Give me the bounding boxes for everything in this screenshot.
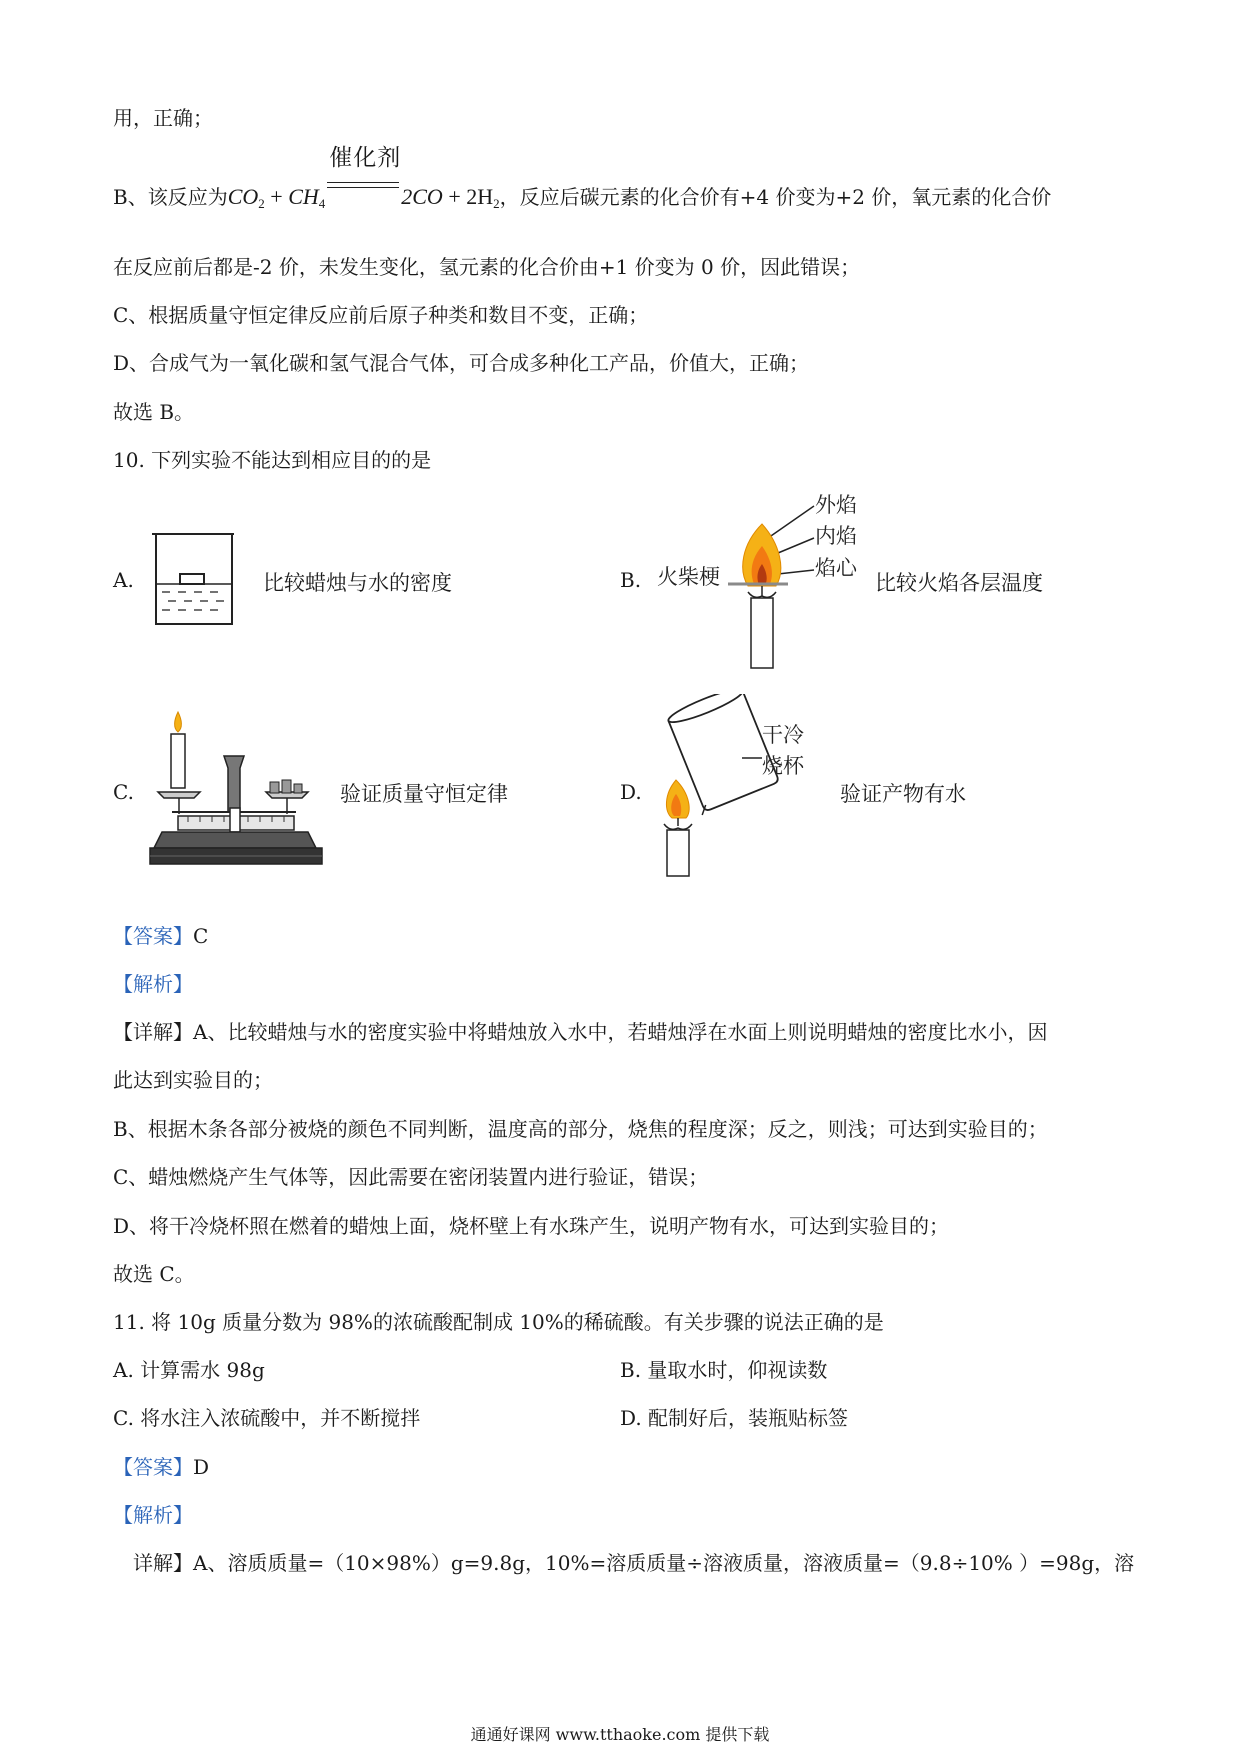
answer-line [113,922,208,950]
detail-text: A、比较蜡烛与水的密度实验中将蜡烛放入水中，若蜡烛浮在水面上则说明蜡烛的密度比水小，因 [193,1020,1048,1044]
text-prefix: B、该反应为 [113,185,228,209]
dry-cold-label: 干冷 [762,723,804,747]
formula-2co: 2CO [401,184,443,209]
option-a-description: 比较蜡烛与水的密度 [263,571,452,595]
analysis-tag: 【解析】 [113,1503,193,1527]
balance-figure [148,708,328,868]
analysis-tag: 【解析】 [113,972,193,996]
plus-sign: + [442,184,467,209]
text-line: 故选 B。 [113,400,195,424]
beaker-figure [148,530,240,630]
option-c-letter: C. [113,780,134,804]
question-11: 11. 将 10g 质量分数为 98%的浓硫酸配制成 10%的稀硫酸。有关步骤的说法正确的是 [113,1310,884,1334]
text-line: 在反应前后都是-2 价，未发生变化，氢元素的化合价由+1 价变为 0 价，因此错误； [113,255,861,279]
subscript: 2 [493,196,500,211]
detail-line [113,1018,1047,1046]
inner-flame-label: 内焰 [815,524,857,548]
formula-ch4: CH [288,184,319,209]
subscript: 2 [258,196,265,211]
outer-flame-label: 外焰 [815,493,857,517]
catalyst-arrow [327,145,402,206]
answer-tag: 【答案】 [113,1455,193,1479]
text-line: B、根据木条各部分被烧的颜色不同判断，温度高的部分，烧焦的程度深；反之，则浅；可达到实验目的； [113,1117,1048,1141]
detail-line: 详解】A、溶质质量=（10×98%）g=9.8g，10%=溶质质量÷溶液质量，溶液质量=（9.8÷10% ）=98g，溶 [133,1551,1135,1575]
option-a-letter: A. [113,568,134,592]
flame-core-label: 焰心 [815,556,857,580]
catalyst-label: 催化剂 [329,145,402,171]
detail-tag: 【详解】 [113,1020,193,1044]
reaction-line [113,145,1052,218]
text-line: C、蜡烛燃烧产生气体等，因此需要在密闭装置内进行验证，错误； [113,1165,709,1189]
text-suffix: ，反应后碳元素的化合价有+4 价变为+2 价，氧元素的化合价 [499,185,1052,209]
text-line: D、合成气为一氧化碳和氢气混合气体，可合成多种化工产品，价值大，正确； [113,351,810,375]
option-c-description: 验证质量守恒定律 [340,782,508,806]
match-label: 火柴梗 [657,565,720,589]
q11-option-a: A. 计算需水 98g [113,1358,265,1382]
q11-option-d: D. 配制好后，装瓶贴标签 [620,1406,849,1430]
text-line: D、将干冷烧杯照在燃着的蜡烛上面，烧杯壁上有水珠产生，说明产物有水，可达到实验目的； [113,1214,950,1238]
text-line: C、根据质量守恒定律反应前后原子种类和数目不变，正确； [113,303,649,327]
chemical-equation [227,145,500,211]
plus-sign: + [264,184,289,209]
q11-option-b: B. 量取水时，仰视读数 [620,1358,828,1382]
answer-value: C [193,924,209,948]
text-line: 此达到实验目的； [113,1068,273,1092]
text-line: 故选 C。 [113,1262,195,1286]
answer-line [113,1453,209,1481]
beaker-over-candle-figure [650,694,830,879]
option-d-description: 验证产物有水 [840,782,966,806]
footer: 通通好课网 www.tthaoke.com 提供下载 [470,1725,770,1744]
answer-value: D [193,1455,210,1479]
option-b-letter: B. [620,568,642,592]
candle-flame-figure [650,488,865,673]
formula-co2: CO [227,184,259,209]
subscript: 4 [318,196,326,211]
answer-tag: 【答案】 [113,924,193,948]
beaker-label: 烧杯 [762,754,804,778]
text-line: 用，正确； [113,106,213,130]
option-b-description: 比较火焰各层温度 [875,571,1043,595]
option-d-letter: D. [620,780,642,804]
formula-2h2: 2H [466,184,494,209]
q11-option-c: C. 将水注入浓硫酸中，并不断搅拌 [113,1406,421,1430]
question-10: 10. 下列实验不能达到相应目的的是 [113,448,432,472]
